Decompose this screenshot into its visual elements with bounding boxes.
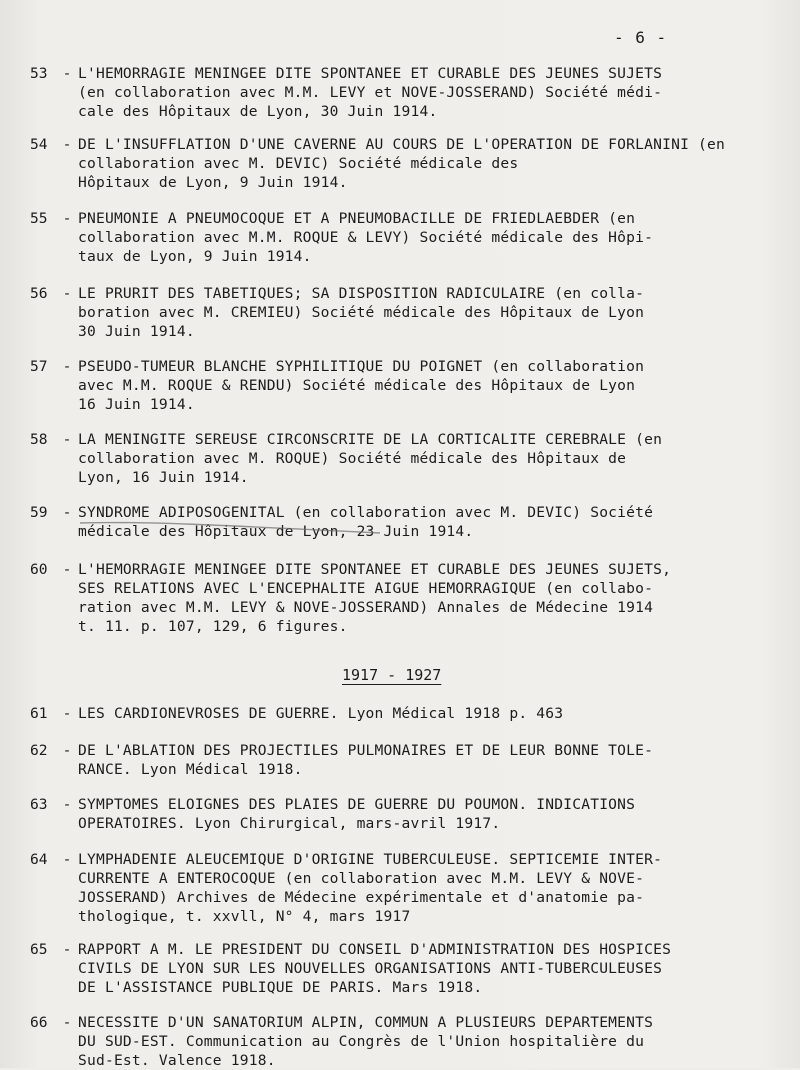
entry-text: DE L'INSUFFLATION D'UNE CAVERNE AU COURS DE L'OPERATION DE FORLANINI (en collaboration avec M. DEVIC) Société médicale des Hôpitaux de Lyon, 9 Juin 1914. [78,136,726,191]
entry-dash: - [62,504,72,521]
entry-text: LYMPHADENIE ALEUCEMIQUE D'ORIGINE TUBERCULEUSE. SEPTICEMIE INTER- CURRENTE A ENTEROCOQUE (en collaboration avec M.M. LEVY & NOVE- JOSSERAND) Archives de Médecine expérimentale et d'anatomie pa- thologique, t. xxvll, N° 4, mars 1917 [78,851,663,925]
entry-dash: - [62,796,72,813]
entry-number: 53 [30,65,48,82]
page-number: - 6 - [614,28,668,47]
entry-dash: - [62,851,72,868]
entry-number: 66 [30,1014,48,1031]
entry-dash: - [62,210,72,227]
bibliography-entry-60 [30,560,790,636]
entry-text: LES CARDIONEVROSES DE GUERRE. Lyon Médical 1918 p. 463 [78,705,564,722]
entry-number: 59 [30,504,48,521]
entry-dash: - [62,285,72,302]
entry-dash: - [62,431,72,448]
entry-dash: - [62,65,72,82]
entry-number: 58 [30,431,48,448]
entry-text: SYNDROME ADIPOSOGENITAL (en collaboration avec M. DEVIC) Société médicale des Hôpitaux de Lyon, 23 Juin 1914. [78,504,654,540]
entry-number: 57 [30,358,48,375]
entry-dash: - [62,742,72,759]
entry-dash: - [62,941,72,958]
entry-number: 64 [30,851,48,868]
entry-text: DE L'ABLATION DES PROJECTILES PULMONAIRES ET DE LEUR BONNE TOLE- RANCE. Lyon Médical 1918. [78,742,654,778]
entry-dash: - [62,358,72,375]
bibliography-entry-55 [30,209,790,266]
entry-text: SYMPTOMES ELOIGNES DES PLAIES DE GUERRE DU POUMON. INDICATIONS OPERATOIRES. Lyon Chirurgical, mars-avril 1917. [78,796,636,832]
bibliography-entry-58 [30,430,790,487]
entry-text: PSEUDO-TUMEUR BLANCHE SYPHILITIQUE DU POIGNET (en collaboration avec M.M. ROQUE & RENDU) Société médicale des Hôpitaux de Lyon 16 Juin 1914. [78,358,645,413]
entry-text: NECESSITE D'UN SANATORIUM ALPIN, COMMUN A PLUSIEURS DEPARTEMENTS DU SUD-EST. Communication au Congrès de l'Union hospitalière du Sud-Est. Valence 1918. [78,1014,654,1069]
entry-text: L'HEMORRAGIE MENINGEE DITE SPONTANEE ET CURABLE DES JEUNES SUJETS, SES RELATIONS AVEC L'ENCEPHALITE AIGUE HEMORRAGIQUE (en collabo- ration avec M.M. LEVY & NOVE-JOSSERAND) Annales de Médecine 1914 t. 11. p. 107, 129, 6 figures. [78,561,672,635]
bibliography-entry-65 [30,940,790,997]
bibliography-entry-63 [30,795,790,833]
entry-dash: - [62,705,72,722]
entry-text: RAPPORT A M. LE PRESIDENT DU CONSEIL D'ADMINISTRATION DES HOSPICES CIVILS DE LYON SUR LES NOUVELLES ORGANISATIONS ANTI-TUBERCULEUSES DE L'ASSISTANCE PUBLIQUE DE PARIS. Mars 1918. [78,941,672,996]
entry-dash: - [62,1014,72,1031]
bibliography-entry-54 [30,135,790,192]
bibliography-entry-66 [30,1013,790,1070]
bibliography-entry-64 [30,850,790,926]
entry-number: 54 [30,136,48,153]
entry-text: L'HEMORRAGIE MENINGEE DITE SPONTANEE ET CURABLE DES JEUNES SUJETS (en collaboration avec M.M. LEVY et NOVE-JOSSERAND) Société médi- cale des Hôpitaux de Lyon, 30 Juin 1914. [78,65,663,120]
entry-text: LE PRURIT DES TABETIQUES; SA DISPOSITION RADICULAIRE (en colla- boration avec M. CREMIEU) Société médicale des Hôpitaux de Lyon 30 Juin 1914. [78,285,645,340]
bibliography-entry-56 [30,284,790,341]
entry-number: 61 [30,705,48,722]
entry-number: 60 [30,561,48,578]
entry-number: 56 [30,285,48,302]
bibliography-entry-62 [30,741,790,779]
entry-dash: - [62,136,72,153]
entry-number: 63 [30,796,48,813]
section-heading: 1917 - 1927 [342,666,442,684]
entry-number: 65 [30,941,48,958]
entry-dash: - [62,561,72,578]
entry-text: LA MENINGITE SEREUSE CIRCONSCRITE DE LA CORTICALITE CEREBRALE (en collaboration avec M. ROQUE) Société médicale des Hôpitaux de Lyon, 16 Juin 1914. [78,431,663,486]
entry-text: PNEUMONIE A PNEUMOCOQUE ET A PNEUMOBACILLE DE FRIEDLAEBDER (en collaboration avec M.M. ROQUE & LEVY) Société médicale des Hôpi- taux de Lyon, 9 Juin 1914. [78,210,654,265]
bibliography-entry-53 [30,64,790,121]
bibliography-entry-59 [30,503,790,541]
entry-number: 62 [30,742,48,759]
entry-number: 55 [30,210,48,227]
bibliography-entry-57 [30,357,790,414]
bibliography-entry-61 [30,704,790,723]
